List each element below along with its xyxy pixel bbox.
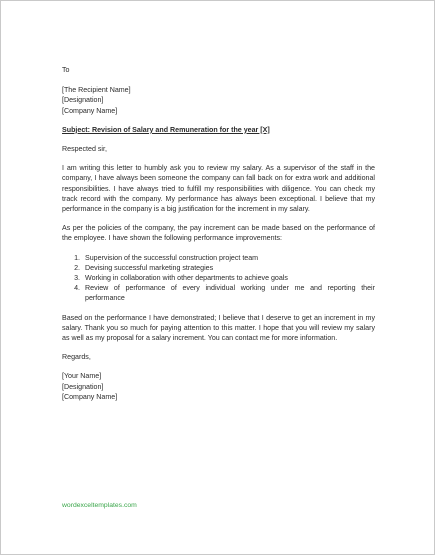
list-item: 4. Review of performance of every individual working under me and reporting their performance (82, 283, 375, 303)
recipient-designation: [Designation] (62, 96, 104, 105)
paragraph-conclusion: Based on the performance I have demonstrated; I believe that I deserve to get an increment in my salary. Thank you so much for paying attention to this matter. I hope that you will review my salary as well as my proposal for a salary increment. You can contact me for more information. (62, 313, 375, 343)
letter-body (62, 65, 375, 402)
list-item: 3. Working in collaboration with other departments to achieve goals (82, 273, 375, 283)
sender-name: [Your Name] (62, 372, 102, 381)
to-label: To (62, 66, 70, 74)
list-item: 1. Supervision of the successful construction project team (82, 253, 375, 263)
paragraph-policies: As per the policies of the company, the pay increment can be made based on the performance of the employee. I have shown the following performance improvements: (62, 224, 375, 243)
subject-line: Subject: Revision of Salary and Remuneration for the year [X] (62, 125, 270, 134)
recipient-company: [Company Name] (62, 106, 118, 115)
salutation: Respected sir, (62, 145, 107, 154)
recipient-name: [The Recipient Name] (62, 86, 131, 95)
improvements-list (62, 253, 375, 304)
sender-company: [Company Name] (62, 392, 118, 401)
list-item: 2. Devising successful marketing strategies (82, 263, 375, 273)
paragraph-intro: I am writing this letter to humbly ask you to review my salary. As a supervisor of the staff in the company, I have always been someone the company can fall back on for extra work and additional responsibilities. I have always tried to fulfill my responsibilities with diligence. You can check my track record with the company. My performance has always been exceptional. I believe that my performance in the company is a big justification for the increment in my salary. (62, 164, 375, 214)
footer-watermark: wordexceltemplates.com (62, 502, 137, 509)
sender-designation: [Designation] (62, 382, 104, 391)
closing: Regards, (62, 353, 91, 362)
